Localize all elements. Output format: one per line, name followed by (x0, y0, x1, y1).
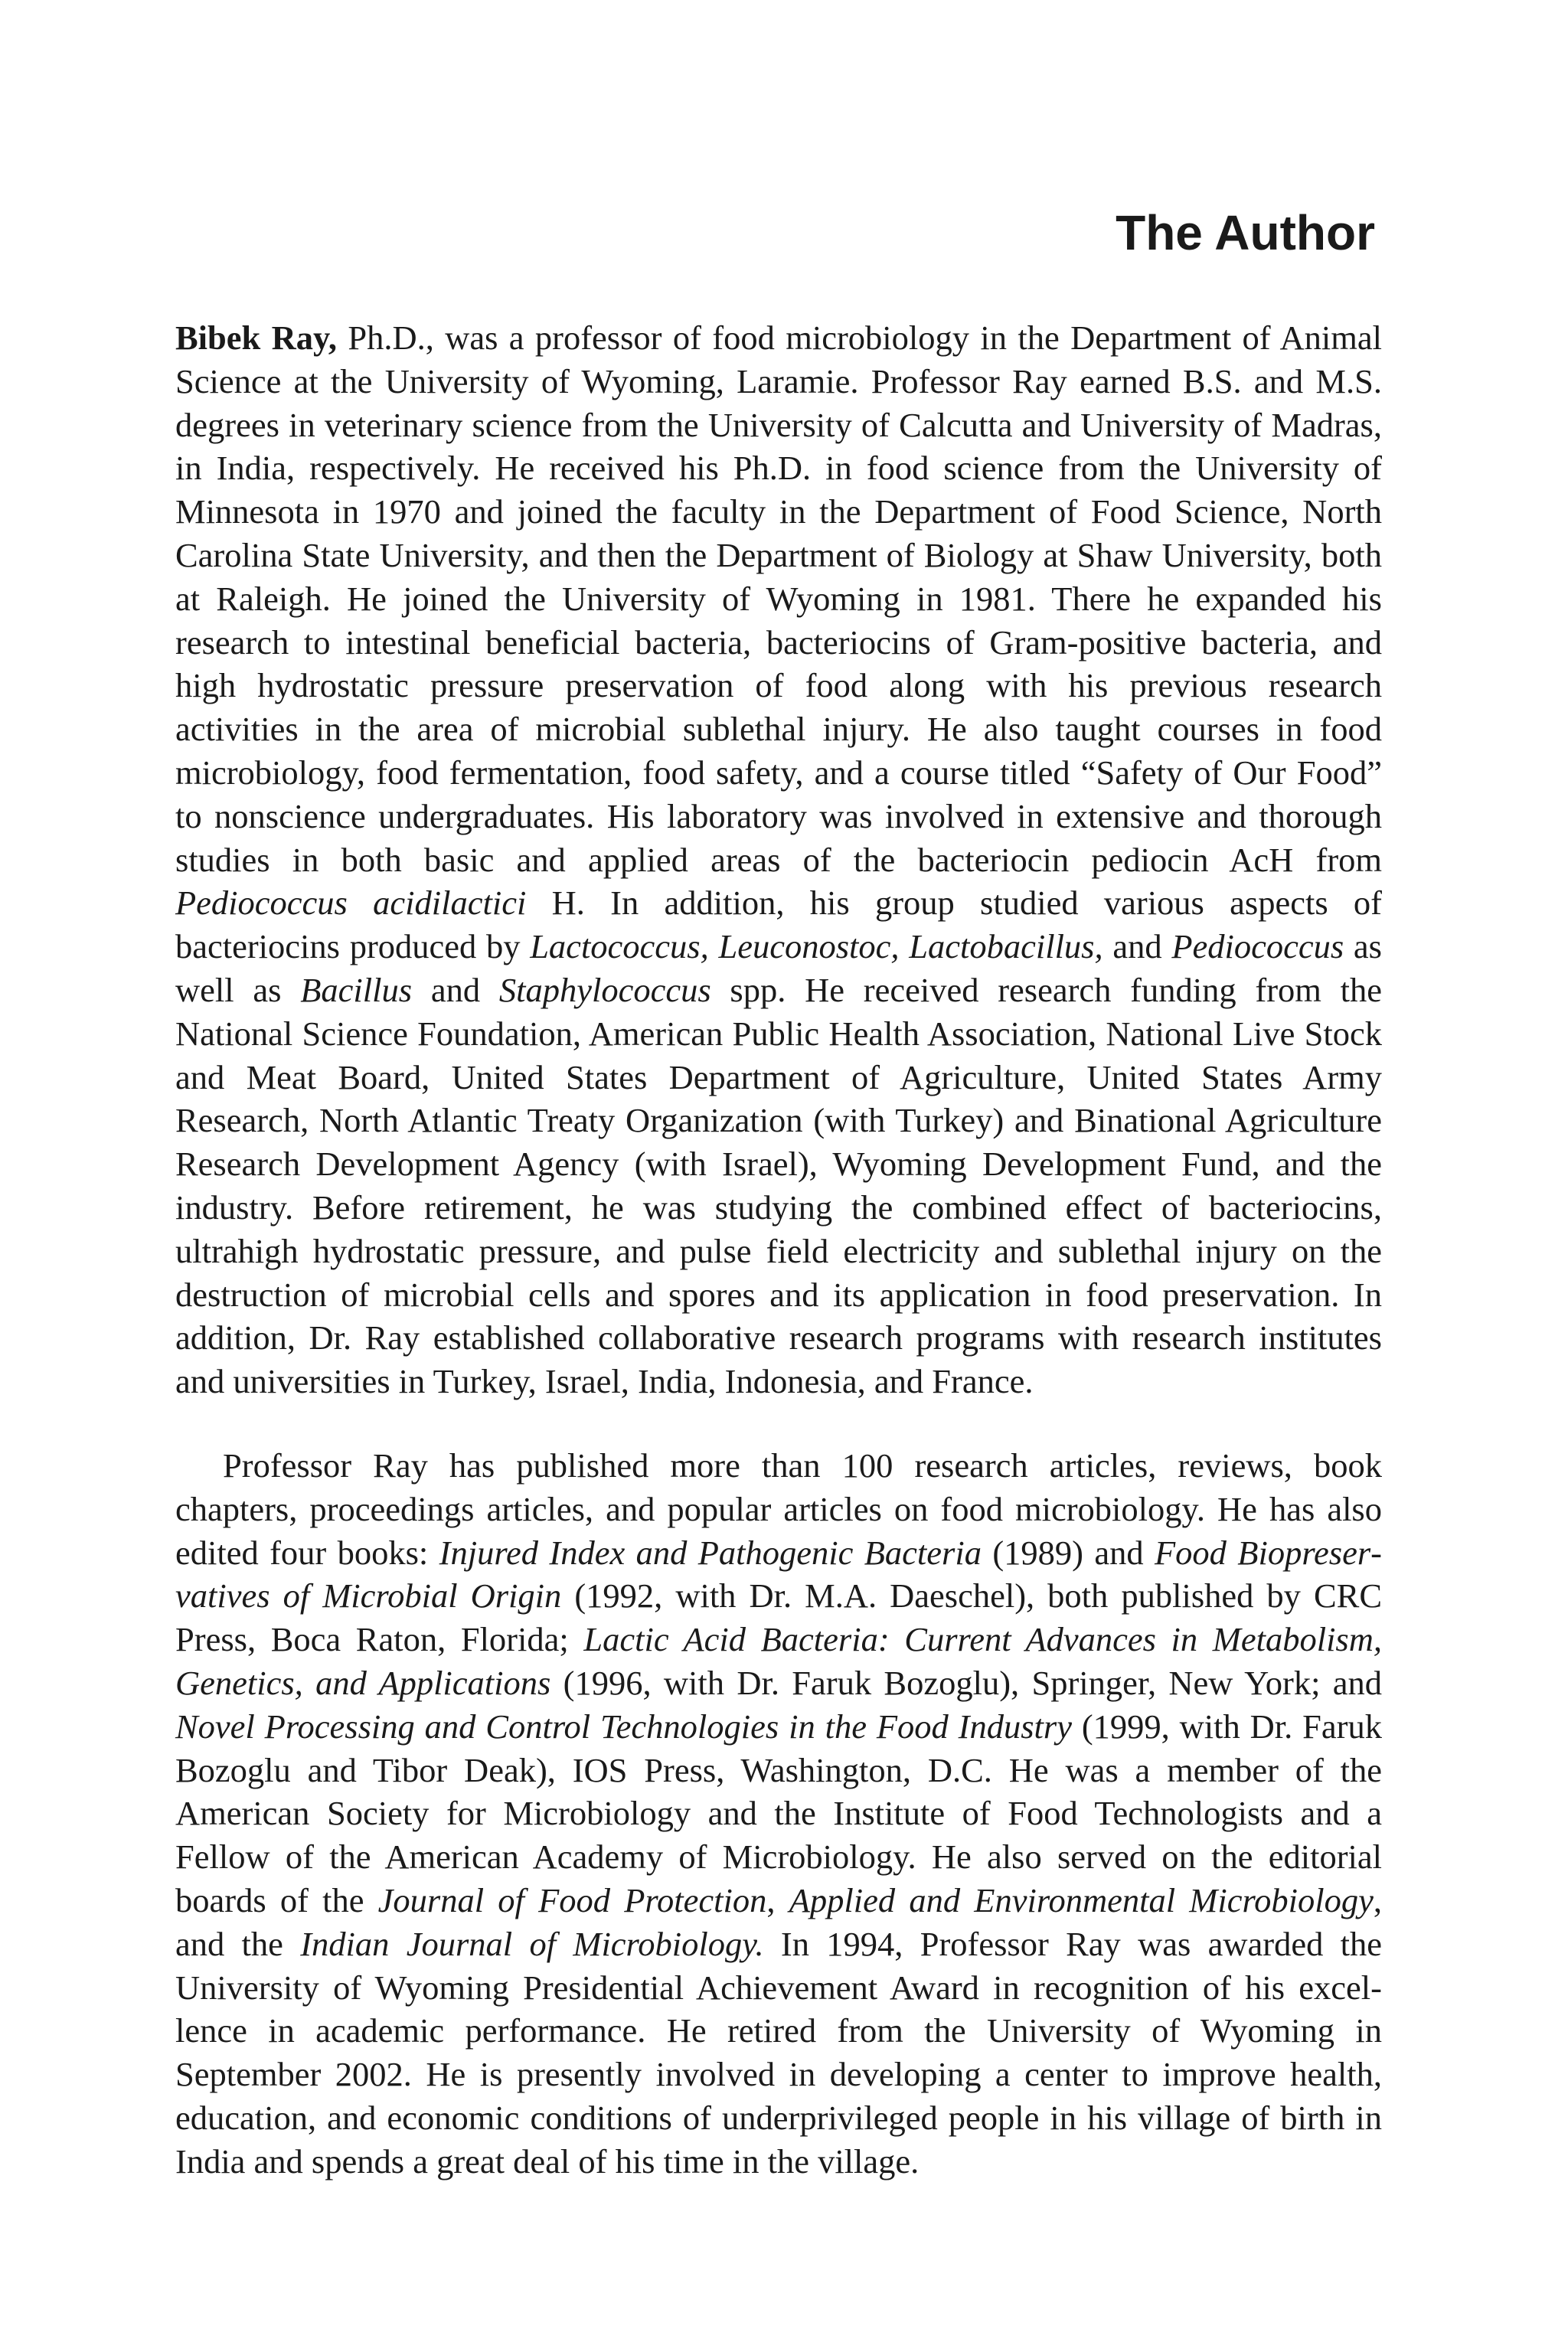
text-run: Professor Ray has published more than 100 research articles, reviews, book chapters, proceedings articles, and popular articles on food microbiology. He has also edited four books: (175, 1446, 1382, 1572)
italic-genus-name: Pediococcus (1171, 927, 1344, 966)
italic-genus-list: Lactococcus, Leuconostoc, Lactobacillus, (530, 927, 1103, 966)
text-run: In 1994, Professor Ray was awarded the University of Wyoming Presidential Achievement Award in recognition of his excellence in academic performance. He retired from the University of Wyoming in September 2002. He is presently involved in developing a center to improve health, education, and economic conditions of underprivileged people in his village of birth in India and spends a great deal of his time in the village. (175, 1924, 1382, 2180)
text-run: (1999, with Dr. Faruk Bozoglu and Tibor Deak), IOS Press, Washington, D.C. He was a member of the American Society for Microbiology and the Institute of Food Technologists and a Fellow of the American Academy of Microbiology. He also served on the editorial boards of the (175, 1707, 1382, 1919)
italic-book-title: Novel Processing and Control Technologies in the Food Industry (175, 1707, 1072, 1746)
text-run: (1989) and (981, 1533, 1155, 1572)
text-run: H. In addition, his group studied various aspects of bacteriocins produced by (175, 884, 1382, 966)
author-name: Bibek Ray, (175, 318, 337, 357)
italic-journal-title: Applied and Environmental Microbiology (789, 1880, 1374, 1919)
paragraph-text (175, 316, 1382, 1403)
italic-journal-title: Indian Journal of Microbiology. (300, 1924, 764, 1963)
italic-species-name: Pediococcus acidilactici (175, 884, 527, 923)
author-bio-paragraph-2 (175, 1444, 1382, 2184)
text-run: , (766, 1880, 789, 1919)
text-run: (1992, with Dr. M.A. Daeschel), both published by CRC Press, Boca Raton, Florida; (175, 1576, 1383, 1659)
italic-book-title: Lactic Acid Bacteria: Current Advances in Metabolism, Genetics, and Applications (175, 1620, 1383, 1702)
italic-genus-name: Staphylococcus (498, 970, 711, 1009)
text-run: spp. He received research funding from the National Science Foundation, American Public Health Association, National Live Stock and Meat Board, United States Department of Agriculture, United States Army Research, North Atlantic Treaty Organization (with Turkey) and Binational Agriculture Research Development Agency (with Israel), Wyoming Development Fund, and the industry. Before retirement, he was studying the combined effect of bacteriocins, ultrahigh hydrostatic pressure, and pulse field electricity and sublethal injury on the destruction of microbial cells and spores and its application in food preservation. In addition, Dr. Ray established collaborative research programs with research institutes and universities in Turkey, Israel, India, Indonesia, and France. (175, 970, 1383, 1401)
text-run: and (412, 970, 499, 1009)
text-run: , and the (175, 1880, 1383, 1963)
italic-genus-name: Bacillus (300, 970, 413, 1009)
italic-journal-title: Journal of Food Protection (377, 1880, 767, 1919)
text-run: as well as (175, 927, 1382, 1009)
text-run: (1996, with Dr. Faruk Bozoglu), Springer, New York; and (550, 1663, 1382, 1702)
italic-book-title: Food Biopreservatives of Microbial Origin (175, 1533, 1382, 1615)
paragraph-text (175, 1444, 1382, 2184)
text-run: and (1102, 927, 1172, 966)
page-title: The Author (1116, 205, 1375, 260)
text-run: Ph.D., was a professor of food microbiology in the Department of Animal Science at the University of Wyoming, Laramie. Professor Ray earned B.S. and M.S. degrees in veterinary science from the University of Calcutta and University of Madras, in India, respectively. He received his Ph.D. in food science from the University of Minnesota in 1970 and joined the faculty in the Department of Food Science, North Carolina State University, and then the Department of Biology at Shaw University, both at Raleigh. He joined the University of Wyoming in 1981. There he expanded his research to intestinal beneficial bacteria, bacteriocins of Gram-positive bacteria, and high hydrostatic pressure preservation of food along with his previous research activities in the area of microbial sublethal injury. He also taught courses in food microbiology, food fermentation, food safety, and a course titled “Safety of Our Food” to nonscience undergraduates. His laboratory was involved in extensive and thorough studies in both basic and applied areas of the bacteriocin pediocin AcH from (175, 318, 1382, 879)
author-bio-paragraph-1 (175, 316, 1382, 1403)
italic-book-title: Injured Index and Pathogenic Bacteria (439, 1533, 982, 1572)
